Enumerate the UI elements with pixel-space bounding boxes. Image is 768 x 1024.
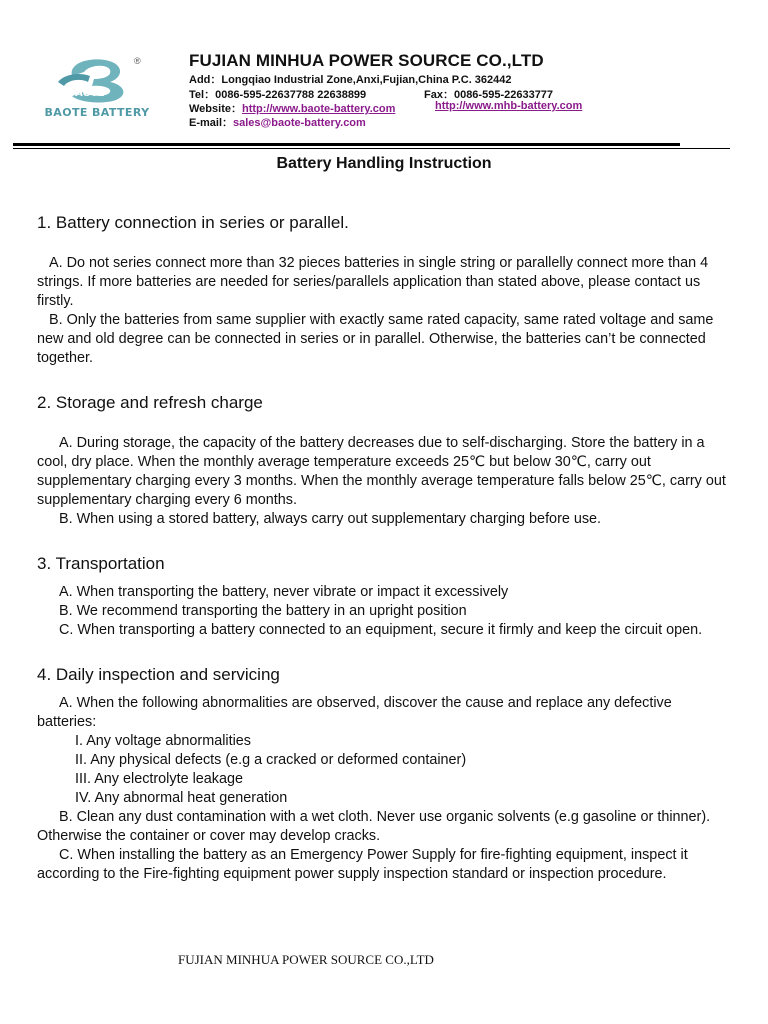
page-footer: FUJIAN MINHUA POWER SOURCE CO.,LTD	[178, 952, 434, 967]
paragraph: C. When transporting a battery connected to an equipment, secure it firmly and keep the circuit open.	[59, 622, 703, 638]
paragraph: B. We recommend transporting the battery in an upright position	[59, 603, 467, 619]
logo-wordmark: BAOTE BATTERY	[44, 106, 150, 119]
paragraph: B. When using a stored battery, always carry out supplementary charging before use.	[59, 511, 602, 527]
company-name: FUJIAN MINHUA POWER SOURCE CO.,LTD	[189, 51, 544, 70]
website-label: Website：	[189, 103, 242, 115]
section-heading: 3. Transportation	[37, 554, 165, 573]
paragraph: C. When installing the battery as an Emergency Power Supply for fire-fighting equipment, inspect it according to the Fire-fighting equipment power supply inspection standard or inspection procedure.	[37, 847, 688, 882]
paragraph: A. When the following abnormalities are observed, discover the cause and replace any defective batteries:	[37, 695, 672, 730]
paragraph: A. During storage, the capacity of the battery decreases due to self-discharging. Store the battery in a cool, dry place. When the monthly average temperature exceeds 25℃ but below 30℃, carry out supplementary charging every 3 months. When the monthly average temperature falls below 25℃, carry out supplementary charging every 6 months.	[37, 435, 726, 508]
section-heading: 4. Daily inspection and servicing	[37, 665, 280, 684]
section-heading: 2. Storage and refresh charge	[37, 393, 263, 412]
website-link-mhb[interactable]: http://www.mhb-battery.com	[435, 100, 583, 112]
list-item: IV. Any abnormal heat generation	[75, 790, 288, 806]
fax-value: Fax：0086-595-22633777	[424, 89, 554, 101]
list-item: II. Any physical defects (e.g a cracked or deformed container)	[75, 752, 467, 768]
paragraph: B. Only the batteries from same supplier with exactly same rated capacity, same rated voltage and same new and old degree can be connected in series or in parallel. Otherwise, the batteries can’t be connected together.	[37, 312, 714, 366]
paragraph: A. Do not series connect more than 32 pieces batteries in single string or parallelly connect more than 4 strings. If more batteries are needed for series/parallels application than stated above, please contact us firstly.	[37, 255, 709, 309]
document-body	[37, 212, 734, 884]
header-divider-thin	[13, 148, 730, 149]
tel-label: Tel：	[189, 89, 216, 101]
company-logo	[38, 52, 156, 132]
tel-values: 0086-595-22637788 22638899	[215, 89, 367, 101]
section-heading: 1. Battery connection in series or parallel.	[37, 213, 349, 232]
email-label: E-mail：	[189, 117, 234, 129]
registered-mark: ®	[134, 56, 141, 66]
list-item: III. Any electrolyte leakage	[75, 771, 243, 787]
email-address[interactable]: sales@baote-battery.com	[233, 117, 366, 129]
document-title: Battery Handling Instruction	[276, 155, 492, 172]
logo-mark-text: BAOTE	[68, 88, 106, 99]
contact-email	[189, 114, 366, 130]
paragraph: B. Clean any dust contamination with a wet cloth. Never use organic solvents (e.g gasoline or thinner). Otherwise the container or cover may develop cracks.	[37, 809, 711, 844]
paragraph: A. When transporting the battery, never vibrate or impact it excessively	[59, 584, 509, 600]
company-address: Add：Longqiao Industrial Zone,Anxi,Fujian,China P.C. 362442	[189, 74, 512, 86]
website-link-baote[interactable]: http://www.baote-battery.com	[241, 103, 396, 115]
list-item: I. Any voltage abnormalities	[75, 733, 251, 749]
header-divider-thick	[13, 143, 680, 146]
